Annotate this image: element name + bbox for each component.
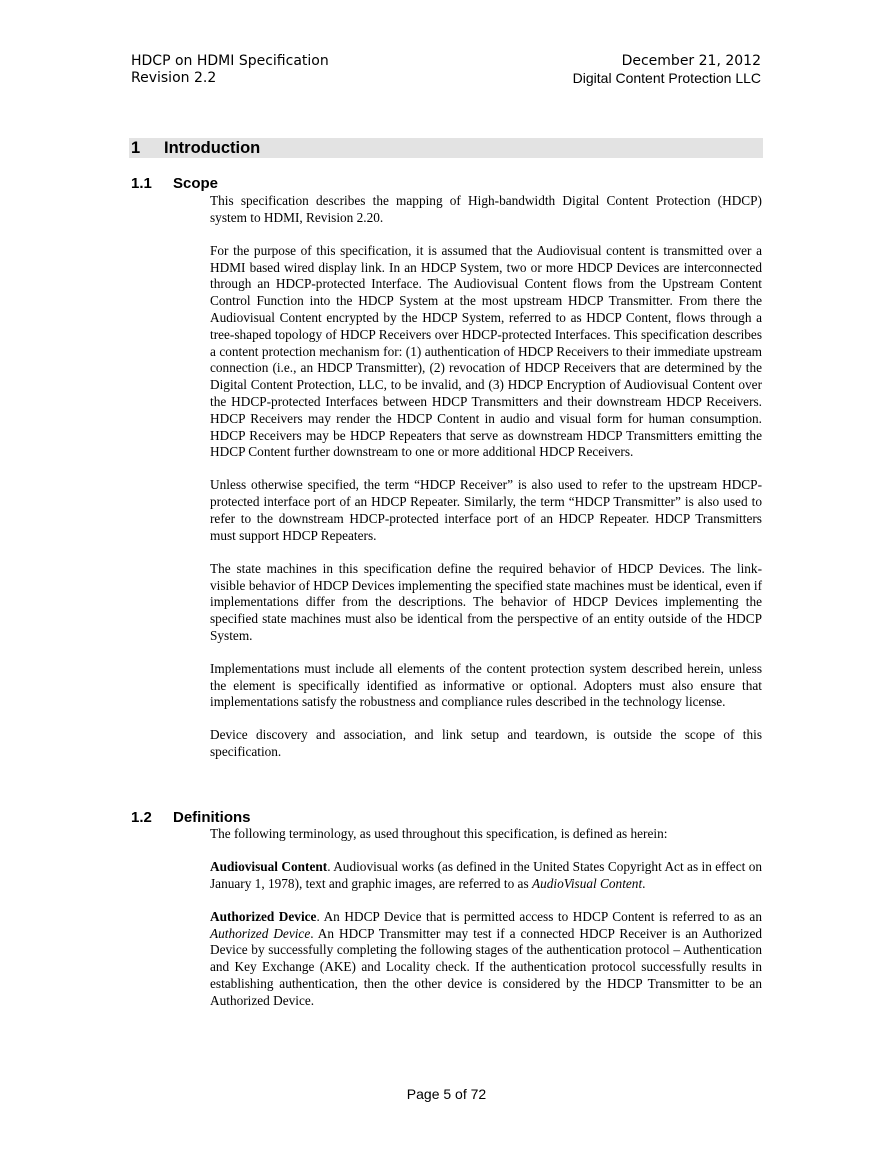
definition-italic-term: AudioVisual Content [531,875,643,891]
doc-title: HDCP on HDMI Specification [131,53,329,69]
definition-text: . An HDCP Device that is permitted access to HDCP Content is referred to as an [316,908,762,924]
definition-end: . [642,875,646,891]
scope-paragraph-5: Implementations must include all elements of the content protection system described herein, unless the element is specifically identified as informative or optional. Adopters must also ensure that implementations satisfy the robustness and compliance rules described in the technology license. [210,660,762,710]
subsection-title: Definitions [173,809,251,826]
subsection-number: 1.2 [131,809,152,826]
section-number: 1 [131,139,141,157]
definition-authorized-device [210,909,762,1010]
doc-revision: Revision 2.2 [131,70,217,86]
scope-paragraph-4: The state machines in this specification define the required behavior of HDCP Devices. The link-visible behavior of HDCP Devices implementing the specified state machines must be identical, even if implementations differ from the descriptions. The behavior of HDCP Devices implementing the specified state machines must also be identical from the perspective of an entity outside of the HDCP System. [210,560,762,643]
definitions-body [210,826,762,1026]
subsection-heading-definitions [131,809,251,827]
definition-text: . Audiovisual works (as defined in the United States Copyright Act as in effect on January 1, 1978), text and graphic images, are referred to as [210,858,762,891]
definitions-intro: The following terminology, as used throughout this specification, is defined as herein: [210,826,668,841]
page-footer: Page 5 of 72 [406,1086,487,1102]
definition-text-continued: . An HDCP Transmitter may test if a connected HDCP Receiver is an Authorized Device by successfully completing the following stages of the authentication protocol – Authentication and Key Exchange (AKE) and Locality check. If the authentication protocol successfully results in establishing authentication, then the other device is considered by the HDCP Transmitter to be an Authorized Device. [210,925,762,1008]
scope-paragraph-3: Unless otherwise specified, the term “HDCP Receiver” is also used to refer to the upstream HDCP-protected interface port of an HDCP Repeater. Similarly, the term “HDCP Transmitter” is also used to refer to the downstream HDCP-protected interface port of an HDCP Repeater. HDCP Transmitters must support HDCP Repeaters. [210,477,762,543]
definition-term: Audiovisual Content [210,858,328,874]
scope-paragraph-1: This specification describes the mapping of High-bandwidth Digital Content Protection (HDCP) system to HDMI, Revision 2.20. [210,193,762,225]
subsection-number: 1.1 [131,175,152,192]
page-header-left [131,53,329,87]
scope-paragraph-6: Device discovery and association, and link setup and teardown, is outside the scope of this specification. [210,727,762,760]
definition-term: Authorized Device [210,908,317,924]
doc-organization: Digital Content Protection LLC [572,70,761,86]
definition-audiovisual-content [210,859,762,893]
scope-body [210,193,762,777]
subsection-heading-scope [131,175,218,193]
section-title: Introduction [164,139,261,157]
page-header-right [573,53,761,87]
definition-italic-term: Authorized Device [210,925,311,941]
section-heading-introduction [129,138,763,158]
doc-date: December 21, 2012 [621,53,761,69]
scope-paragraph-2: For the purpose of this specification, it is assumed that the Audiovisual content is transmitted over a HDMI based wired display link. In an HDCP System, two or more HDCP Devices are interconnected through an HDCP-protected Interface. The Audiovisual Content flows from the Upstream Content Control Function into the HDCP System at the most upstream HDCP Transmitter. From there the Audiovisual Content encrypted by the HDCP System, referred to as HDCP Content, flows through a tree-shaped topology of HDCP Receivers over HDCP-protected Interfaces. This specification describes a content protection mechanism for: (1) authentication of HDCP Receivers to their immediate upstream connection (i.e., an HDCP Transmitter), (2) revocation of HDCP Receivers that are determined by the Digital Content Protection, LLC, to be invalid, and (3) HDCP Encryption of Audiovisual Content over the HDCP-protected Interfaces between HDCP Transmitters and their downstream HDCP Receivers. HDCP Receivers may render the HDCP Content in audio and visual form for human consumption. HDCP Receivers may be HDCP Repeaters that serve as downstream HDCP Transmitters emitting the HDCP Content further downstream to one or more additional HDCP Receivers. [210,242,762,460]
subsection-title: Scope [173,175,219,192]
